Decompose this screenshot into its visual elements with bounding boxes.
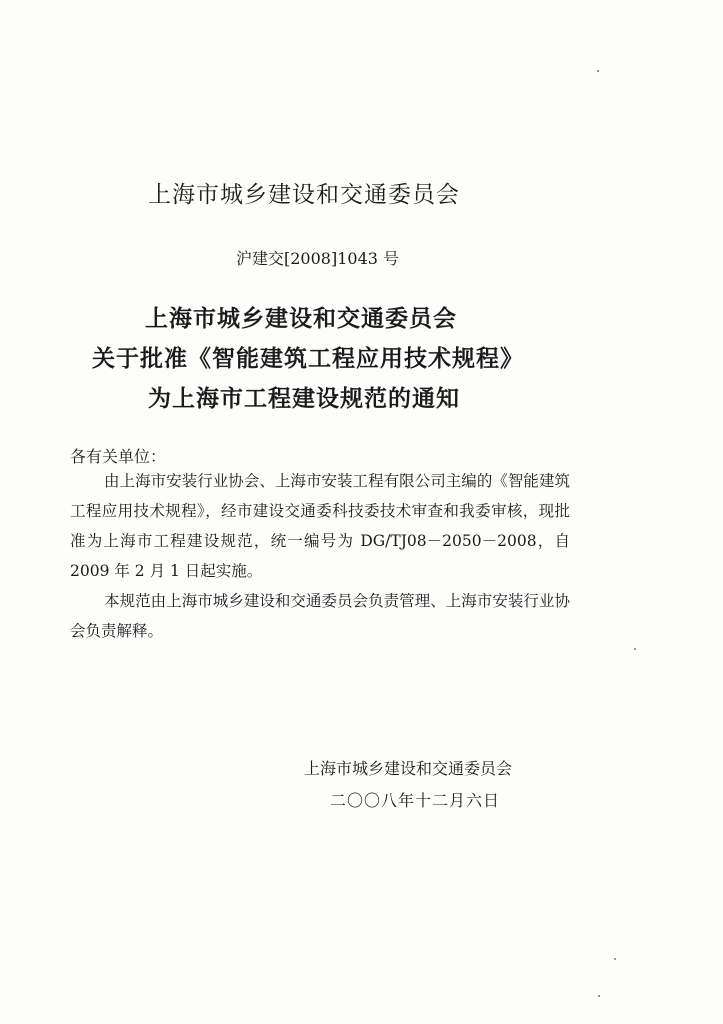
title-line-2: 关于批准《智能建筑工程应用技术规程》 bbox=[92, 346, 524, 372]
body-paragraph-2-text: 本规范由上海市城乡建设和交通委员会负责管理、上海市安装行业协会负责解释。 bbox=[70, 592, 570, 640]
scan-speck bbox=[597, 70, 599, 72]
title-line-1: 上海市城乡建设和交通委员会 bbox=[145, 306, 457, 332]
salutation: 各有关单位： bbox=[70, 447, 167, 466]
body-paragraph-1-text: 由上海市安装行业协会、上海市安装工程有限公司主编的《智能建筑工程应用技术规程》，经市建设交通委科技委技术审查和我委审核，现批准为上海市工程建设规范，统一编号为 DG/TJ08－2050－2008，自 2009 年 2 月 1 日起实施。 bbox=[70, 472, 570, 580]
document-number: 沪建交[2008]1043 号 bbox=[236, 249, 400, 268]
title-line-3: 为上海市工程建设规范的通知 bbox=[148, 386, 460, 412]
scan-speck bbox=[598, 995, 600, 997]
body-paragraph-2 bbox=[70, 586, 570, 646]
scan-speck bbox=[614, 958, 616, 960]
signature-organization: 上海市城乡建设和交通委员会 bbox=[304, 759, 513, 778]
issuer-heading: 上海市城乡建设和交通委员会 bbox=[148, 182, 460, 208]
signature-date: 二〇〇八年十二月六日 bbox=[330, 791, 501, 810]
scan-speck bbox=[634, 648, 636, 650]
body-paragraph-1 bbox=[70, 466, 570, 586]
